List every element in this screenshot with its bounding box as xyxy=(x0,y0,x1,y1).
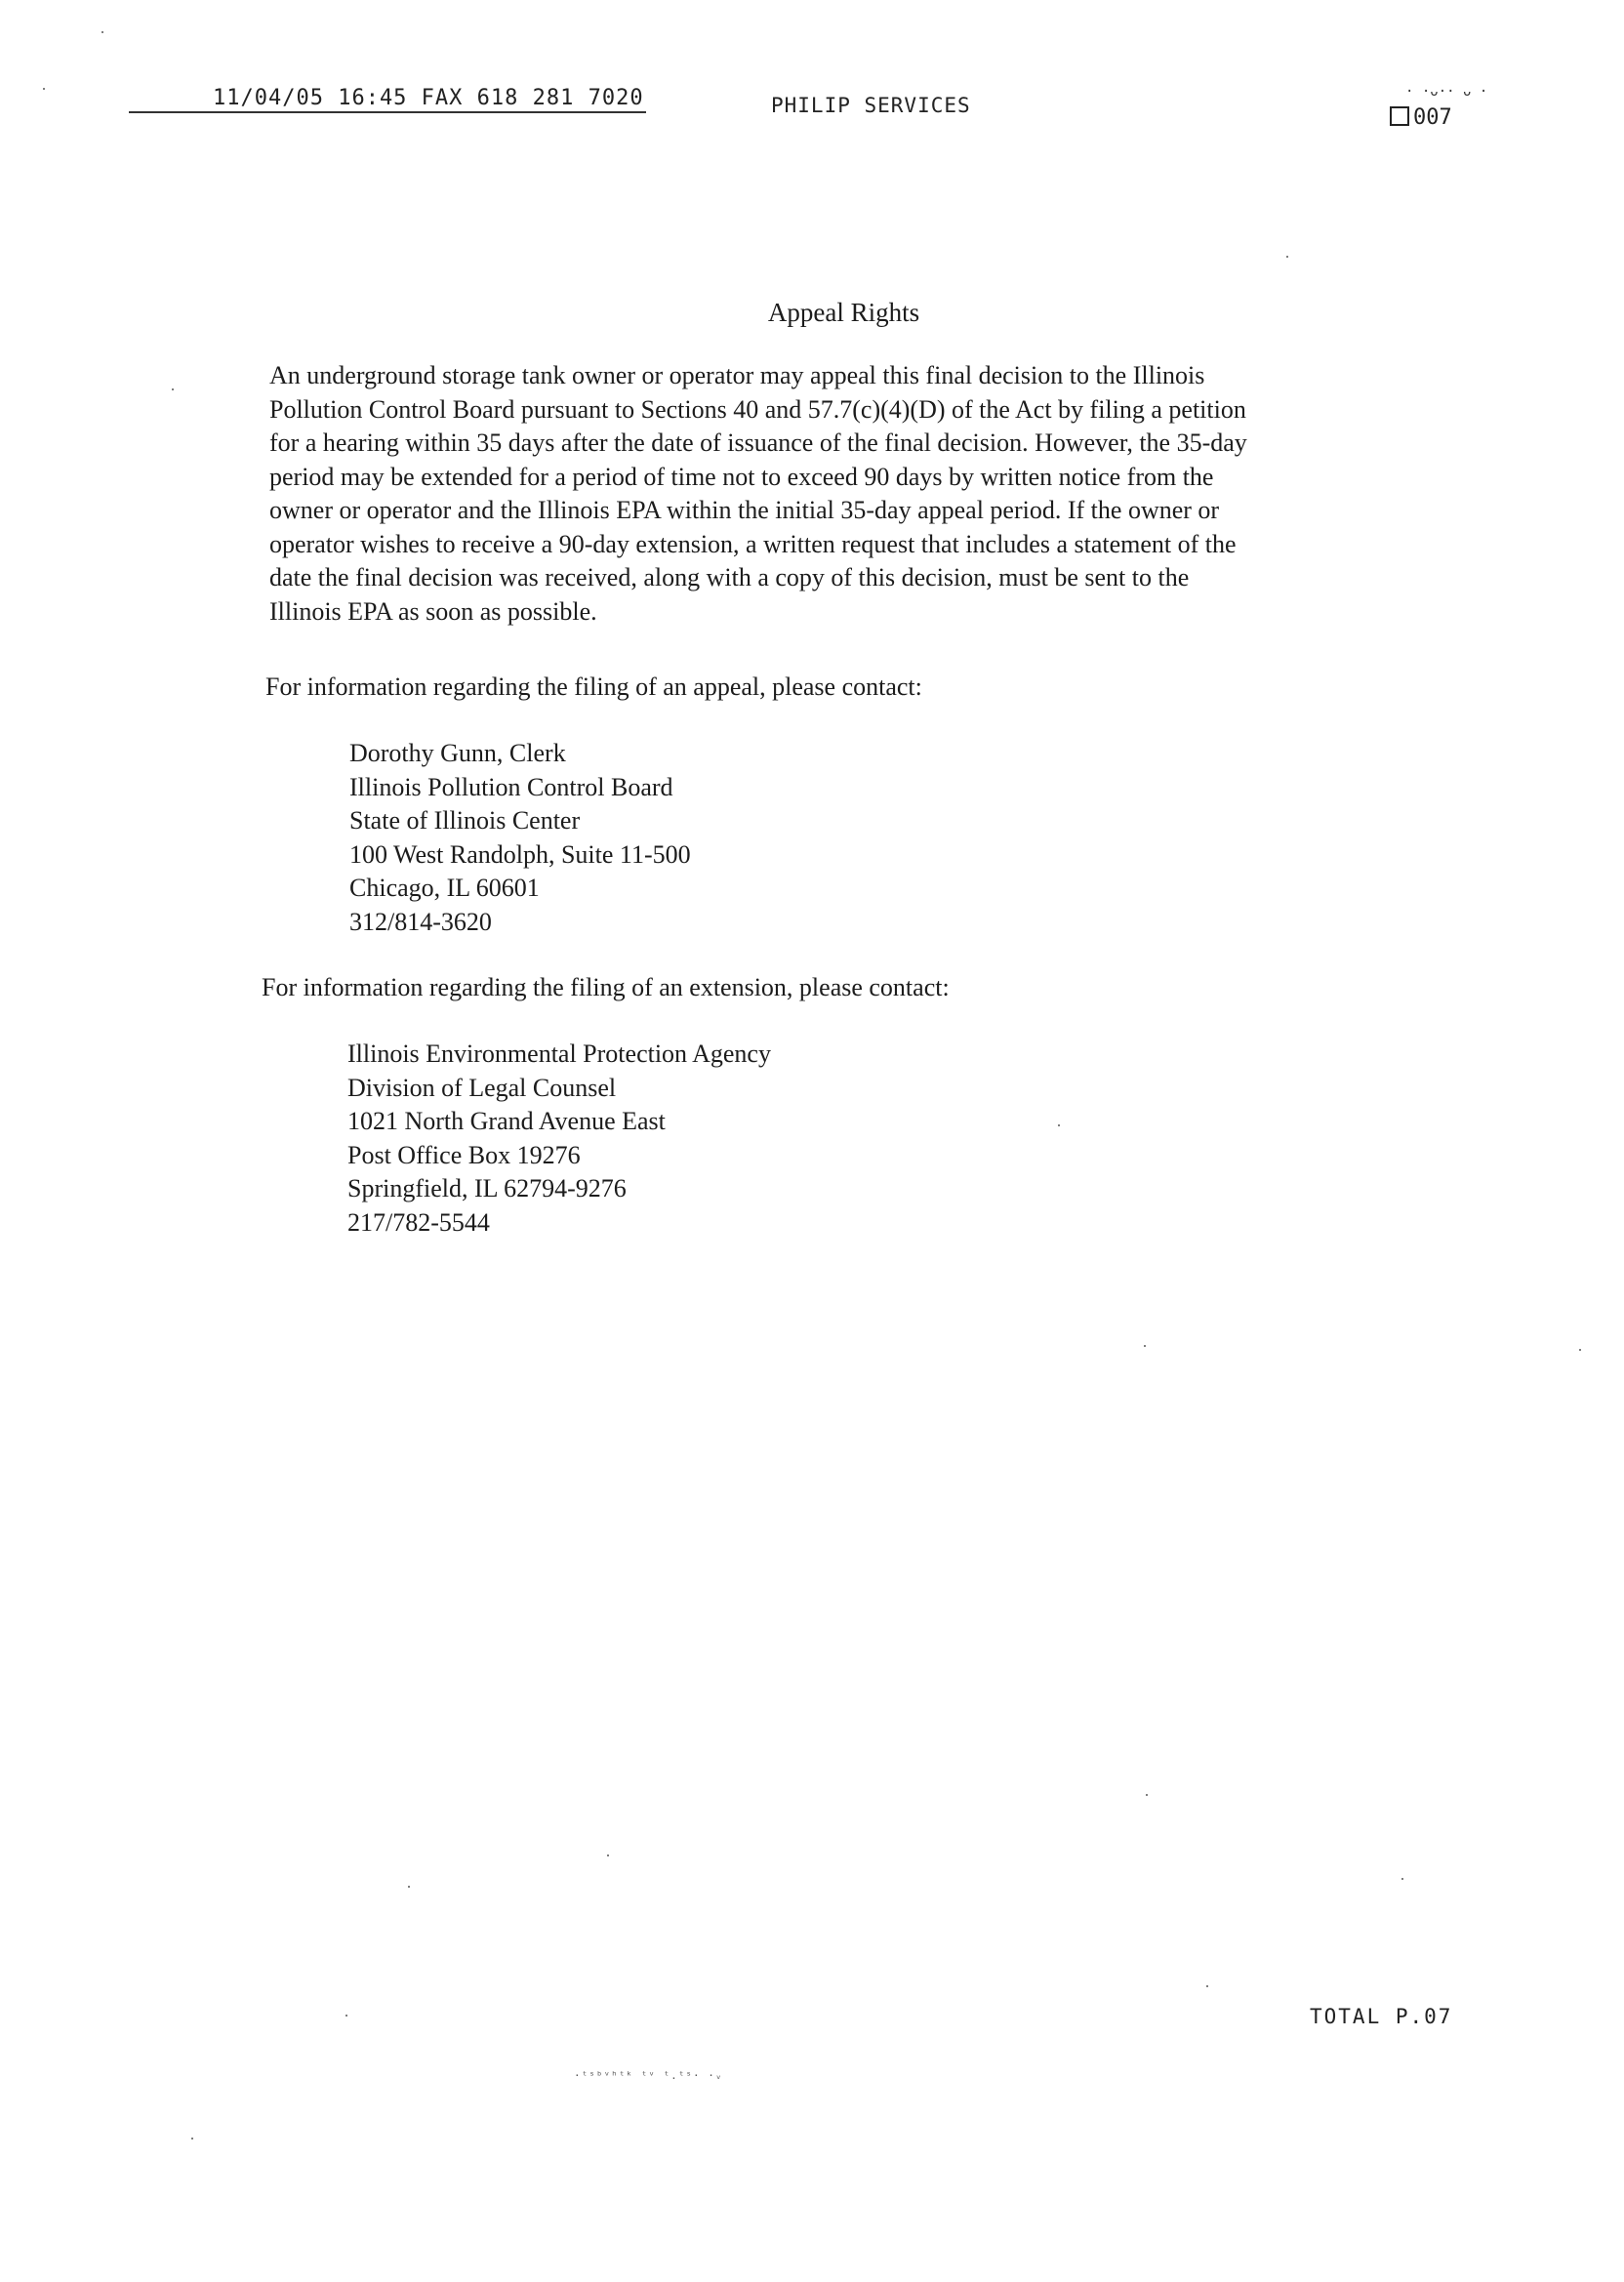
address-line: Division of Legal Counsel xyxy=(347,1073,617,1102)
extension-contact-lead: For information regarding the filing of an extension, please contact: xyxy=(262,973,950,1001)
appeal-contact-address xyxy=(349,737,691,939)
paragraph-line: date the final decision was received, along with a copy of this decision, must be sent to the xyxy=(269,563,1190,591)
address-line: State of Illinois Center xyxy=(349,806,581,835)
fax-header-rule xyxy=(129,111,646,113)
appeal-contact-lead: For information regarding the filing of an appeal, please contact: xyxy=(265,672,922,701)
appeal-rights-paragraph xyxy=(269,359,1421,629)
fax-total-pages: TOTAL P.07 xyxy=(1310,2005,1453,2028)
address-line: Dorothy Gunn, Clerk xyxy=(349,739,566,767)
scan-speck xyxy=(345,2015,347,2017)
address-line: Post Office Box 19276 xyxy=(347,1140,581,1169)
paragraph-line: period may be extended for a period of time not to exceed 90 days by written notice from the xyxy=(269,462,1214,491)
address-line: 1021 North Grand Avenue East xyxy=(347,1107,666,1135)
paragraph-line: An underground storage tank owner or operator may appeal this final decision to the Illinois xyxy=(269,361,1205,389)
address-line: Chicago, IL 60601 xyxy=(349,874,540,902)
address-line: 217/782-5544 xyxy=(347,1207,490,1237)
scan-speck xyxy=(1401,1878,1403,1880)
scan-speck xyxy=(408,1886,410,1888)
address-line: 100 West Randolph, Suite 11-500 xyxy=(349,839,691,869)
paragraph-line: operator wishes to receive a 90-day extension, a written request that includes a statement of the xyxy=(269,529,1237,558)
fax-page-marker xyxy=(1390,105,1452,130)
paragraph-line: Illinois EPA as soon as possible. xyxy=(269,596,597,626)
scan-speck xyxy=(102,31,103,33)
address-line: Illinois Environmental Protection Agency xyxy=(347,1039,771,1068)
scan-speck xyxy=(607,1854,609,1856)
scan-speck xyxy=(191,2138,193,2139)
address-line: Illinois Pollution Control Board xyxy=(349,772,673,801)
fax-datetime-number: 11/04/05 16:45 FAX 618 281 7020 xyxy=(213,86,644,110)
scan-speck xyxy=(1146,1794,1148,1796)
scan-speck xyxy=(1144,1345,1146,1347)
paragraph-line: Pollution Control Board pursuant to Sections 40 and 57.7(c)(4)(D) of the Act by filing a petition xyxy=(269,394,1246,424)
fax-bottom-noise: ·ᵗˢᵇᵛʰᵗᵏ ᵗᵛ ᵗ.ᵗˢ· ·ᵥ xyxy=(574,2069,723,2082)
scan-speck xyxy=(1058,1124,1060,1126)
extension-contact-address xyxy=(347,1038,771,1240)
scan-speck xyxy=(1206,1985,1208,1987)
document-title: Appeal Rights xyxy=(767,298,920,327)
paragraph-line: for a hearing within 35 days after the date of issuance of the final decision. However, the 35-day xyxy=(269,428,1247,457)
paragraph-line: owner or operator and the Illinois EPA within the initial 35-day appeal period. If the owner or xyxy=(269,496,1220,524)
scan-speck xyxy=(172,388,174,390)
fax-sender: PHILIP SERVICES xyxy=(771,94,971,117)
fax-box-icon xyxy=(1390,106,1409,126)
fax-page-number: 007 xyxy=(1413,105,1452,130)
fax-top-marks: · ·ᴗ·· ᴗ · xyxy=(1405,84,1488,100)
address-line: Springfield, IL 62794-9276 xyxy=(347,1174,627,1202)
address-line: 312/814-3620 xyxy=(349,907,492,936)
scan-speck xyxy=(1286,256,1288,258)
scan-speck xyxy=(1579,1349,1581,1351)
scan-speck xyxy=(43,88,45,90)
